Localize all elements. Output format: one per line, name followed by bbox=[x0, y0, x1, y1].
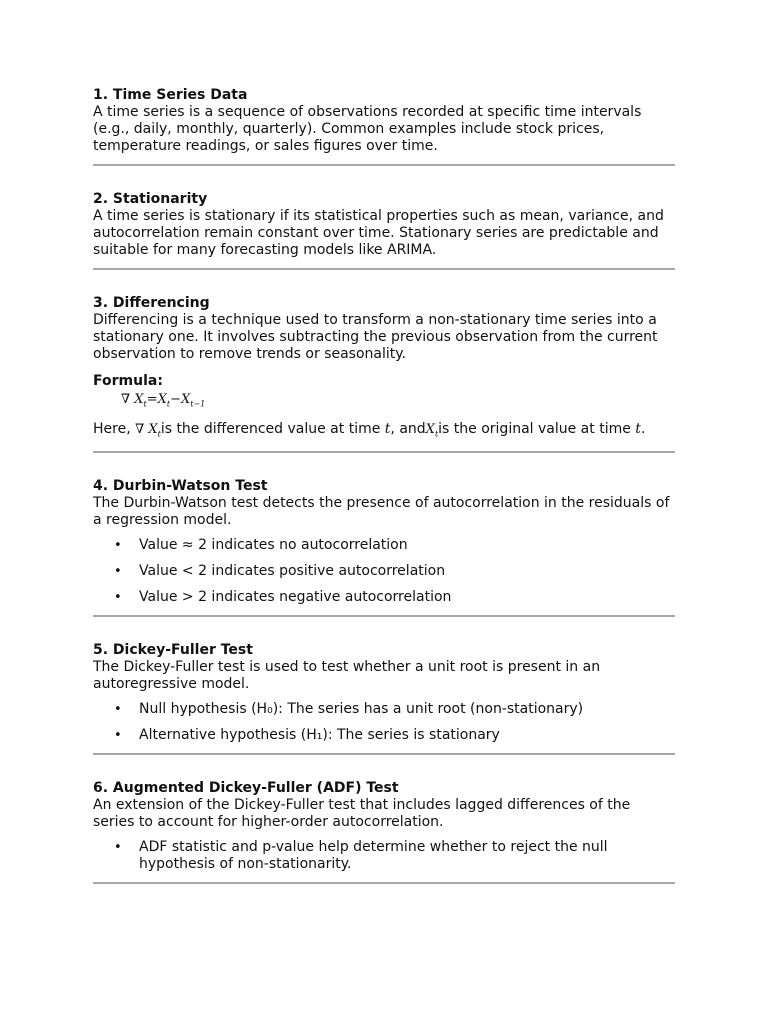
section-title: 1. Time Series Data bbox=[93, 87, 248, 103]
section-title: 3. Differencing bbox=[93, 295, 210, 311]
bullet-list bbox=[93, 839, 675, 873]
section-augmented-dickey-fuller bbox=[93, 779, 675, 884]
formula-label: Formula: bbox=[93, 373, 163, 389]
formula-explanation: Here, ∇ $X_tis$ the differenced value at time t, andX$_t$is the original value at time t. bbox=[93, 420, 646, 439]
section-body: A time series is a sequence of observations recorded at specific time intervals (e.g., daily, monthly, quarterly). Common examples include stock prices, temperature readings, or sales figures over time. bbox=[93, 104, 642, 154]
bullet-list bbox=[93, 701, 675, 744]
document-page bbox=[93, 86, 675, 884]
section-differencing bbox=[93, 294, 675, 453]
section-durbin-watson bbox=[93, 477, 675, 617]
bullet-list bbox=[93, 537, 675, 606]
section-title: 2. Stationarity bbox=[93, 191, 208, 207]
section-title: 4. Durbin-Watson Test bbox=[93, 478, 268, 495]
section-title: 5. Dickey-Fuller Test bbox=[93, 642, 253, 659]
section-title: 6. Augmented Dickey-Fuller (ADF) Test bbox=[93, 780, 399, 797]
section-dickey-fuller bbox=[93, 641, 675, 755]
section-time-series-data bbox=[93, 86, 675, 166]
section-divider bbox=[93, 882, 675, 884]
section-body: A time series is stationary if its statistical properties such as mean, variance, and autocorrelation remain constant over time. Stationary series are predictable and suitable for many forecasting models like ARIMA. bbox=[93, 208, 664, 258]
differencing-formula: ∇ $X_t=X_t-X_{t-1}$ bbox=[121, 392, 206, 409]
section-stationarity bbox=[93, 190, 675, 270]
list-item: • Value < 2 indicates positive autocorrelation bbox=[93, 563, 675, 580]
list-item: • Value ≈ 2 indicates no autocorrelation bbox=[93, 537, 675, 554]
list-item: • ADF statistic and p-value help determine whether to reject the null hypothesis of non-stationarity. bbox=[93, 839, 675, 873]
list-item: • Value > 2 indicates negative autocorrelation bbox=[93, 589, 675, 606]
list-item: • Alternative hypothesis (H₁): The series is stationary bbox=[93, 727, 675, 744]
section-body: Differencing is a technique used to transform a non-stationary time series into a stationary one. It involves subtracting the previous observation from the current observation to remove trends or seasonality. bbox=[93, 312, 658, 362]
list-item: • Null hypothesis (H₀): The series has a unit root (non-stationary) bbox=[93, 701, 675, 718]
section-body: The Dickey-Fuller test is used to test whether a unit root is present in an autoregressive model. bbox=[93, 659, 601, 693]
section-body: The Durbin-Watson test detects the presence of autocorrelation in the residuals of a regression model. bbox=[93, 495, 670, 529]
section-body: An extension of the Dickey-Fuller test that includes lagged differences of the series to account for higher-order autocorrelation. bbox=[93, 797, 631, 831]
